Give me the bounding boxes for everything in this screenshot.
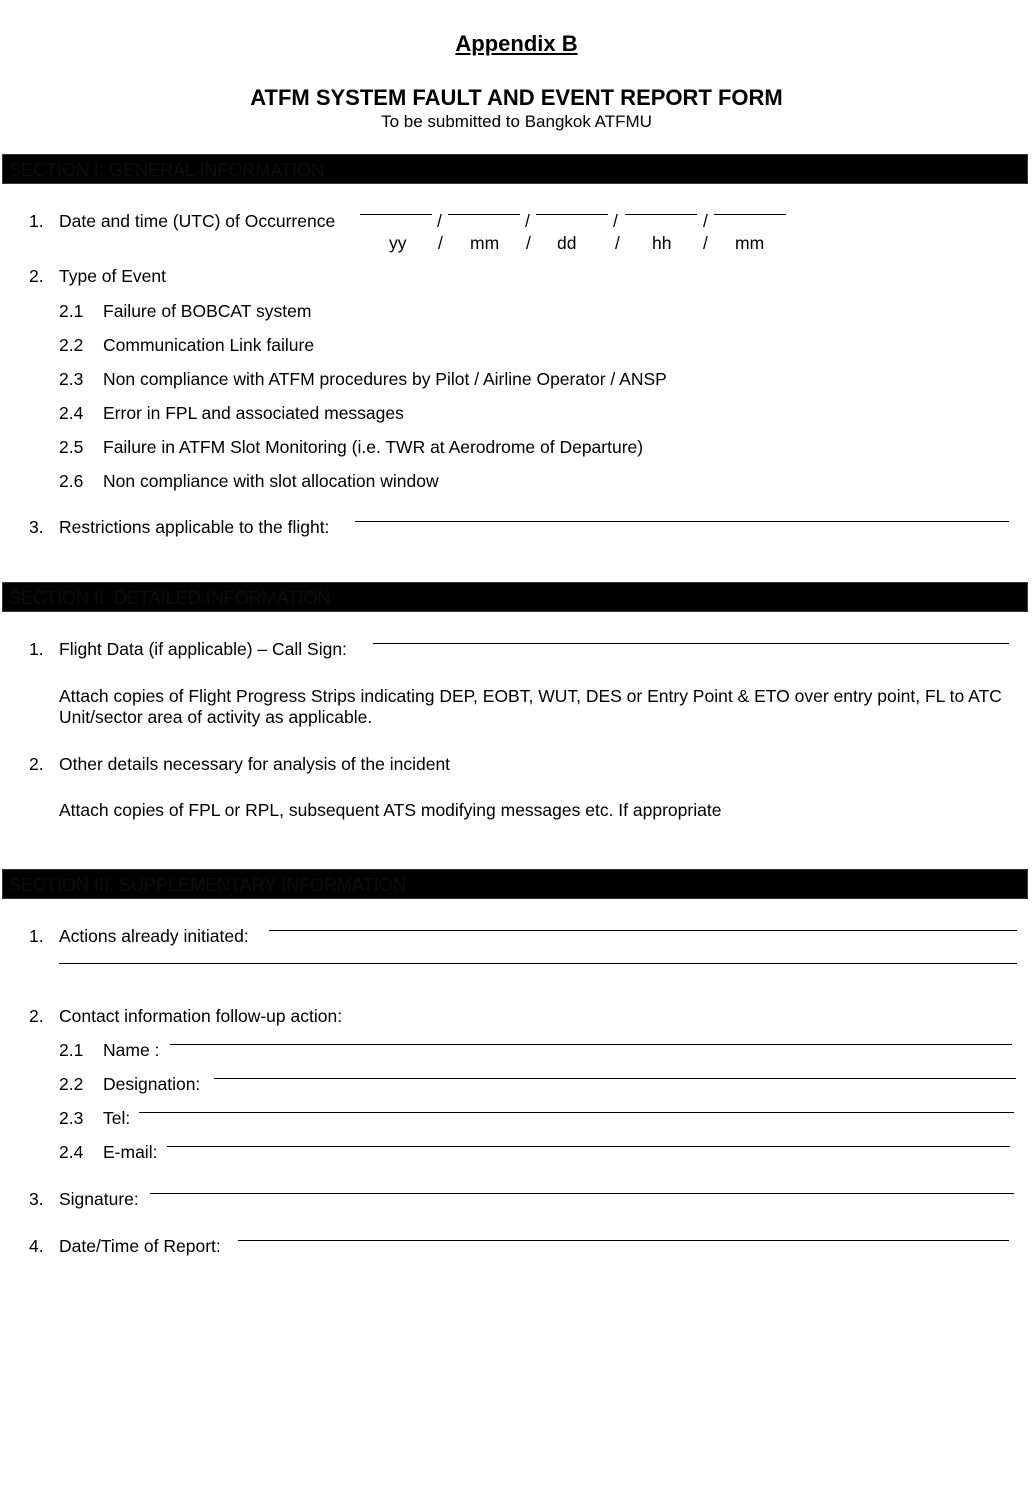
event-option-number: 2.5 [59,437,84,457]
contact-email-field[interactable] [167,1146,1010,1147]
item-number: 3. [29,517,44,537]
event-option-number: 2.2 [59,335,84,355]
form-title: ATFM SYSTEM FAULT AND EVENT REPORT FORM [250,85,783,110]
report-datetime-field[interactable] [238,1240,1009,1241]
contact-email-label: E-mail: [103,1142,158,1162]
contact-name-field[interactable] [170,1044,1012,1045]
unit-separator: / [615,233,620,253]
contact-field-number: 2.3 [59,1108,84,1128]
unit-separator: / [438,233,443,253]
event-option-label[interactable]: Communication Link failure [103,335,315,355]
contact-designation-field[interactable] [214,1078,1016,1079]
event-option-number: 2.3 [59,369,84,389]
event-option-label[interactable]: Non compliance with slot allocation window [103,471,439,491]
form-subtitle: To be submitted to Bangkok ATFMU [381,112,652,131]
restrictions-label: Restrictions applicable to the flight: [59,517,330,537]
contact-info-label: Contact information follow-up action: [59,1006,343,1026]
date-separator: / [437,211,442,231]
fpl-copies-note: Attach copies of FPL or RPL, subsequent ATS modifying messages etc. If appropriate [59,800,722,820]
event-type-label: Type of Event [59,266,167,286]
section-3-heading: SECTION III: SUPPLEMENTARY INFORMATION [2,869,1028,899]
month-field[interactable] [448,214,520,215]
item-number: 3. [29,1189,44,1209]
item-number: 1. [29,926,44,946]
unit-hour-label: hh [652,233,672,253]
other-details-label: Other details necessary for analysis of the incident [59,754,451,774]
unit-minute-label: mm [735,233,765,253]
event-option-number: 2.6 [59,471,84,491]
occurrence-datetime-label: Date and time (UTC) of Occurrence [59,211,336,231]
event-option-number: 2.1 [59,301,84,321]
report-datetime-label: Date/Time of Report: [59,1236,221,1256]
date-separator: / [525,211,530,231]
unit-year-label: yy [389,233,407,253]
contact-field-number: 2.4 [59,1142,84,1162]
event-option-label[interactable]: Error in FPL and associated messages [103,403,404,423]
event-option-label[interactable]: Failure in ATFM Slot Monitoring (i.e. TWR at Aerodrome of Departure) [103,437,644,457]
hour-field[interactable] [625,214,697,215]
contact-field-number: 2.1 [59,1040,84,1060]
event-option-label[interactable]: Non compliance with ATFM procedures by Pilot / Airline Operator / ANSP [103,369,667,389]
contact-tel-label: Tel: [103,1108,131,1128]
item-number: 2. [29,754,44,774]
item-number: 1. [29,211,44,231]
unit-month-label: mm [470,233,500,253]
date-separator: / [613,211,618,231]
section-2-heading: SECTION II: DETAILED INFORMATION [2,582,1028,612]
contact-tel-field[interactable] [139,1112,1014,1113]
unit-day-label: dd [557,233,577,253]
contact-designation-label: Designation: [103,1074,201,1094]
item-number: 4. [29,1236,44,1256]
appendix-label: Appendix B [455,31,578,56]
actions-initiated-label: Actions already initiated: [59,926,249,946]
day-field[interactable] [536,214,608,215]
signature-label: Signature: [59,1189,139,1209]
item-number: 2. [29,266,44,286]
date-separator: / [703,211,708,231]
signature-field[interactable] [150,1193,1014,1194]
item-number: 1. [29,639,44,659]
call-sign-label: Flight Data (if applicable) – Call Sign: [59,639,347,659]
section-1-heading: SECTION I: GENERAL INFORMATION [2,154,1028,184]
actions-initiated-field[interactable] [269,930,1017,931]
unit-separator: / [703,233,708,253]
flight-strips-note: Attach copies of Flight Progress Strips indicating DEP, EOBT, WUT, DES or Entry Point & ETO over entry point, FL to ATC Unit/sector area of activity as applicable. [59,686,1002,727]
minute-field[interactable] [714,214,786,215]
call-sign-field[interactable] [373,643,1009,644]
year-field[interactable] [360,214,432,215]
actions-initiated-field-continued[interactable] [59,963,1017,964]
contact-field-number: 2.2 [59,1074,84,1094]
event-option-label[interactable]: Failure of BOBCAT system [103,301,312,321]
restrictions-field[interactable] [355,521,1009,522]
unit-separator: / [526,233,531,253]
event-option-number: 2.4 [59,403,84,423]
item-number: 2. [29,1006,44,1026]
contact-name-label: Name : [103,1040,160,1060]
